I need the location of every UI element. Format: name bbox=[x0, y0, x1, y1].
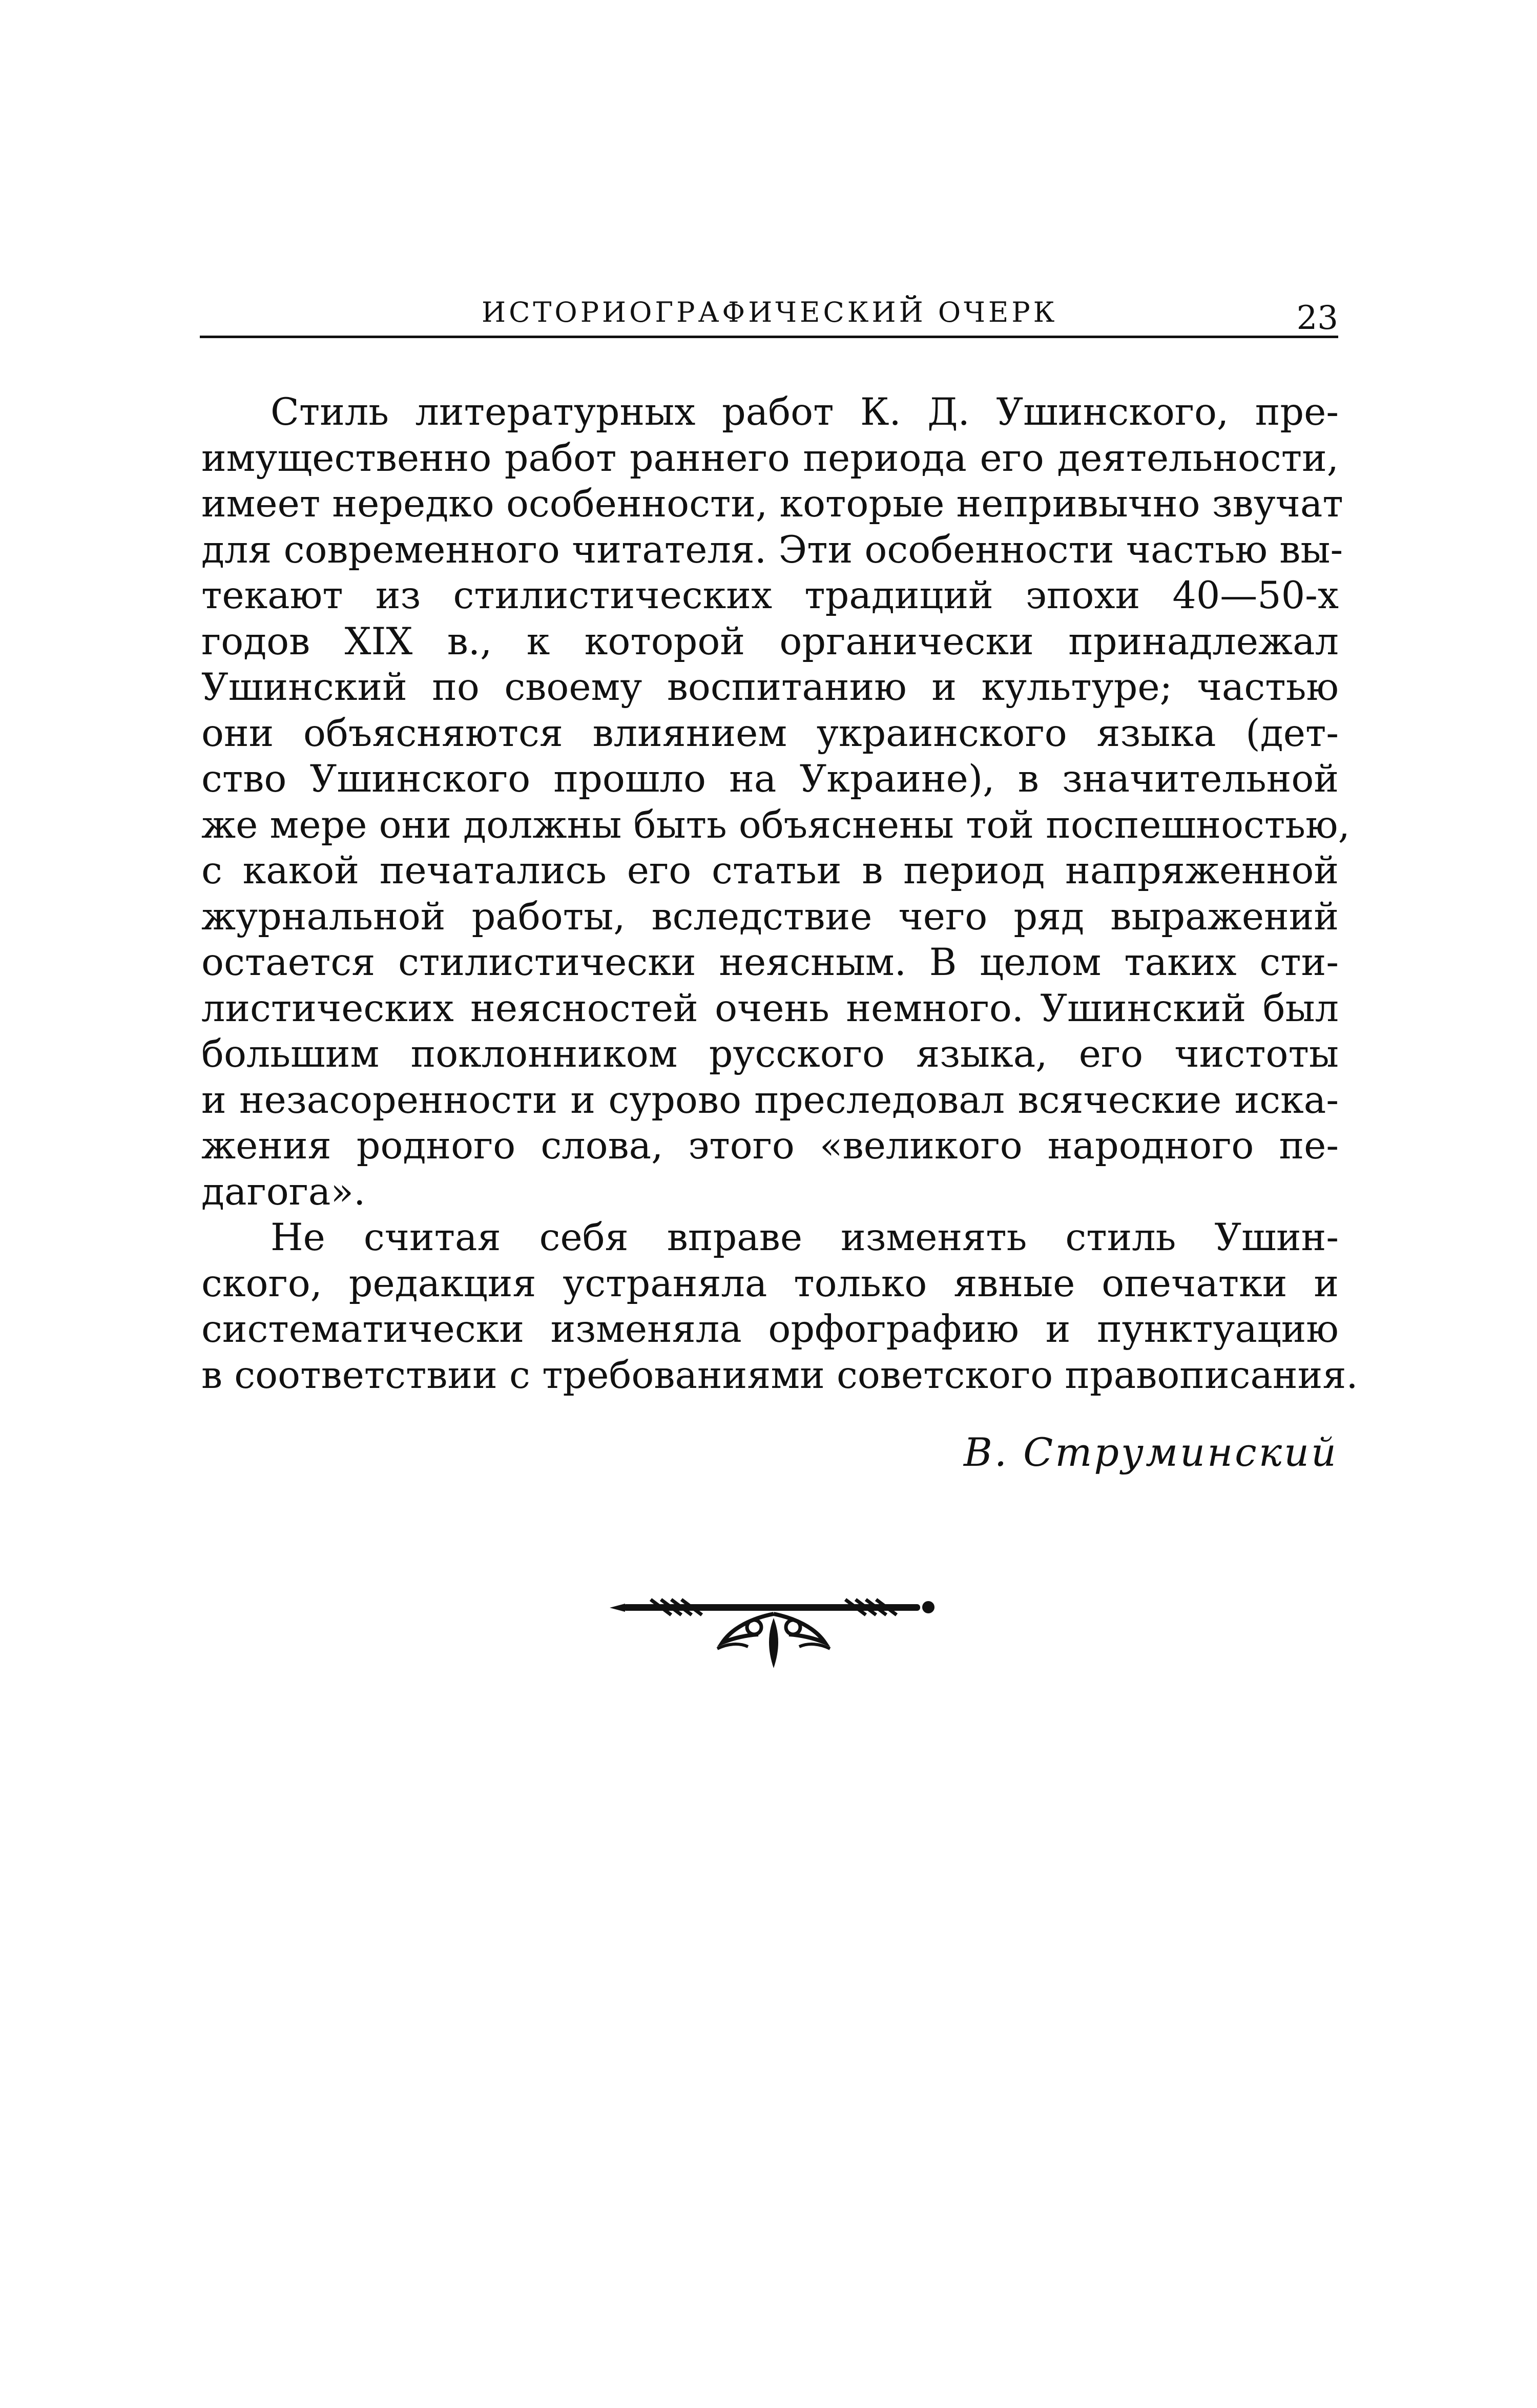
text-line: в соответствии с требованиями советского правописания. bbox=[201, 1353, 1358, 1397]
text-line: имущественно работ раннего периода его деятельности, bbox=[201, 436, 1339, 480]
paragraph-2 bbox=[201, 1215, 1358, 1398]
text-line: систематически изменяла орфографию и пунктуацию bbox=[201, 1307, 1339, 1351]
text-line: дагога». bbox=[201, 1170, 366, 1214]
running-title: ИСТОРИОГРАФИЧЕСКИЙ ОЧЕРК bbox=[482, 296, 1058, 328]
text-line: Стиль литературных работ К. Д. Ушинского, пре- bbox=[271, 390, 1339, 434]
text-line: Ушинский по своему воспитанию и культуре; частью bbox=[201, 666, 1339, 709]
text-line: остается стилистически неясным. В целом таких сти- bbox=[201, 941, 1339, 984]
page-number: 23 bbox=[1296, 299, 1338, 337]
body-text bbox=[201, 389, 1358, 1398]
running-head bbox=[200, 287, 1338, 338]
paragraph-1 bbox=[201, 389, 1350, 1215]
text-line: для современного читателя. Эти особенности частью вы- bbox=[201, 528, 1343, 572]
text-line: и незасоренности и сурово преследовал всяческие иска- bbox=[201, 1078, 1339, 1122]
text-line: ство Ушинского прошло на Украине), в значительной bbox=[201, 757, 1339, 801]
text-line: с какой печатались его статьи в период напряженной bbox=[201, 849, 1339, 892]
decorative-tailpiece-icon bbox=[605, 1578, 943, 1670]
text-line: листических неясностей очень немного. Ушинский был bbox=[201, 986, 1339, 1030]
text-line: журнальной работы, вследствие чего ряд выражений bbox=[201, 895, 1339, 939]
text-line: текают из стилистических традиций эпохи 40—50-х bbox=[201, 574, 1339, 617]
text-line: жения родного слова, этого «великого народного пе- bbox=[201, 1124, 1339, 1168]
text-line: они объясняются влиянием украинского языка (дет- bbox=[201, 711, 1339, 755]
text-line: большим поклонником русского языка, его чистоты bbox=[201, 1032, 1339, 1076]
text-line: Не считая себя вправе изменять стиль Ушин- bbox=[271, 1216, 1339, 1259]
text-line: ского, редакция устраняла только явные опечатки и bbox=[201, 1261, 1339, 1305]
text-line: годов XIX в., к которой органически принадлежал bbox=[201, 619, 1339, 663]
author-signature: В. Струминский bbox=[964, 1429, 1338, 1475]
text-line: имеет нередко особенности, которые непривычно звучат bbox=[201, 482, 1343, 526]
text-line: же мере они должны быть объяснены той поспешностью, bbox=[201, 803, 1350, 847]
